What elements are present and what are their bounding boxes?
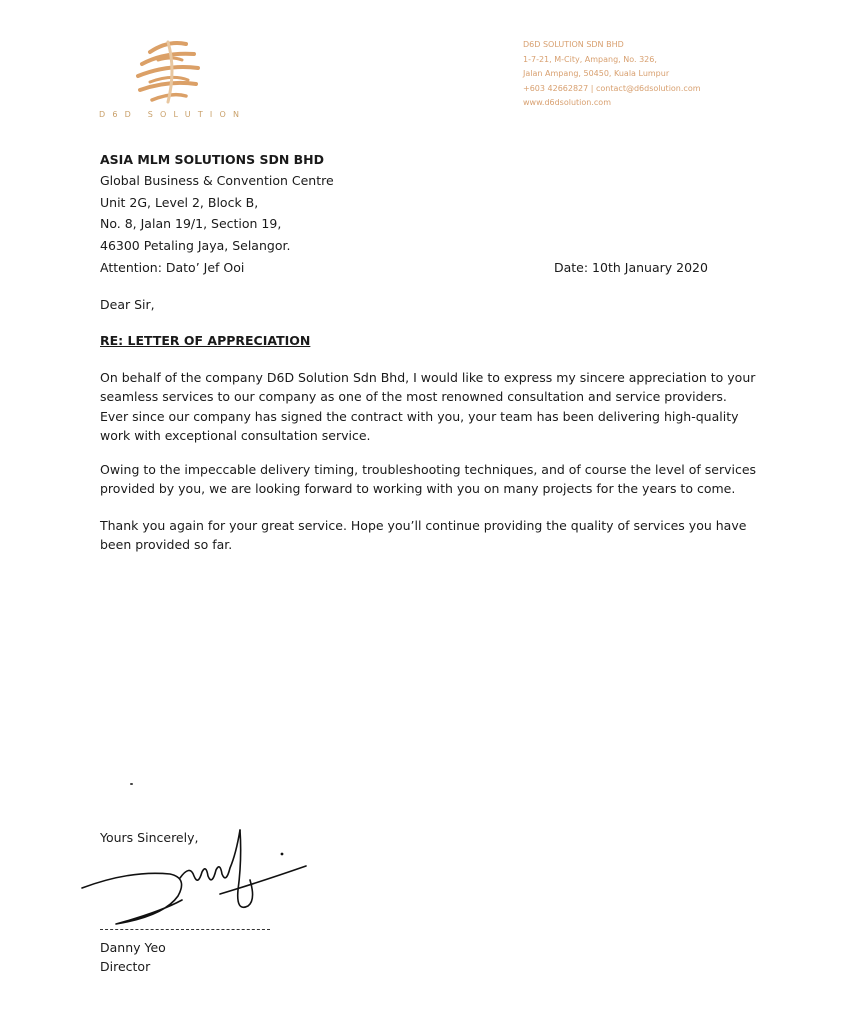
signature-line bbox=[100, 929, 270, 930]
body-line: On behalf of the company D6D Solution Sdn Bhd, I would like to express my sincere appreciation to your bbox=[100, 370, 756, 385]
attention-line: Attention: Dato’ Jef Ooi bbox=[100, 260, 245, 275]
signer-name: Danny Yeo bbox=[100, 940, 166, 955]
body-line: work with exceptional consultation service. bbox=[100, 428, 371, 444]
handwritten-signature bbox=[70, 820, 320, 930]
logo-wordmark: D6D SOLUTION bbox=[99, 110, 247, 119]
ink-speck bbox=[130, 783, 133, 785]
body-line: seamless services to our company as one of the most renowned consultation and service providers. bbox=[100, 389, 727, 405]
body-paragraph-2 bbox=[100, 460, 757, 499]
sender-line: www.d6dsolution.com bbox=[523, 98, 611, 107]
sender-address-block bbox=[523, 38, 701, 111]
sender-line: Jalan Ampang, 50450, Kuala Lumpur bbox=[523, 69, 670, 78]
body-line: Thank you again for your great service. Hope you’ll continue providing the quality of services you have bbox=[100, 518, 747, 533]
body-line: Ever since our company has signed the contract with you, your team has been delivering high-quality bbox=[100, 408, 739, 424]
company-logo-icon bbox=[128, 30, 210, 112]
body-paragraph-3 bbox=[100, 516, 750, 555]
sender-line: D6D SOLUTION SDN BHD bbox=[523, 40, 624, 49]
sender-line: +603 42662827 | contact@d6dsolution.com bbox=[523, 83, 701, 93]
recipient-address-line: 46300 Petaling Jaya, Selangor. bbox=[100, 237, 291, 253]
body-line: been provided so far. bbox=[100, 537, 233, 553]
recipient-address-line: Global Business & Convention Centre bbox=[100, 173, 334, 189]
recipient-company: ASIA MLM SOLUTIONS SDN BHD bbox=[100, 152, 325, 167]
closing-line: Yours Sincerely, bbox=[100, 830, 199, 845]
letter-date: Date: 10th January 2020 bbox=[554, 260, 708, 275]
salutation: Dear Sir, bbox=[100, 297, 155, 312]
body-line: Owing to the impeccable delivery timing, troubleshooting techniques, and of course the level of services bbox=[100, 462, 757, 477]
recipient-address-line: No. 8, Jalan 19/1, Section 19, bbox=[100, 216, 282, 232]
recipient-address-line: Unit 2G, Level 2, Block B, bbox=[100, 194, 259, 210]
subject-line: RE: LETTER OF APPRECIATION bbox=[100, 333, 311, 348]
recipient-address-block bbox=[100, 149, 334, 256]
body-paragraph-1 bbox=[100, 368, 756, 446]
signer-title: Director bbox=[100, 959, 151, 974]
sender-line: 1-7-21, M-City, Ampang, No. 326, bbox=[523, 54, 657, 64]
body-line: provided by you, we are looking forward to working with you on many projects for the years to come. bbox=[100, 481, 736, 497]
